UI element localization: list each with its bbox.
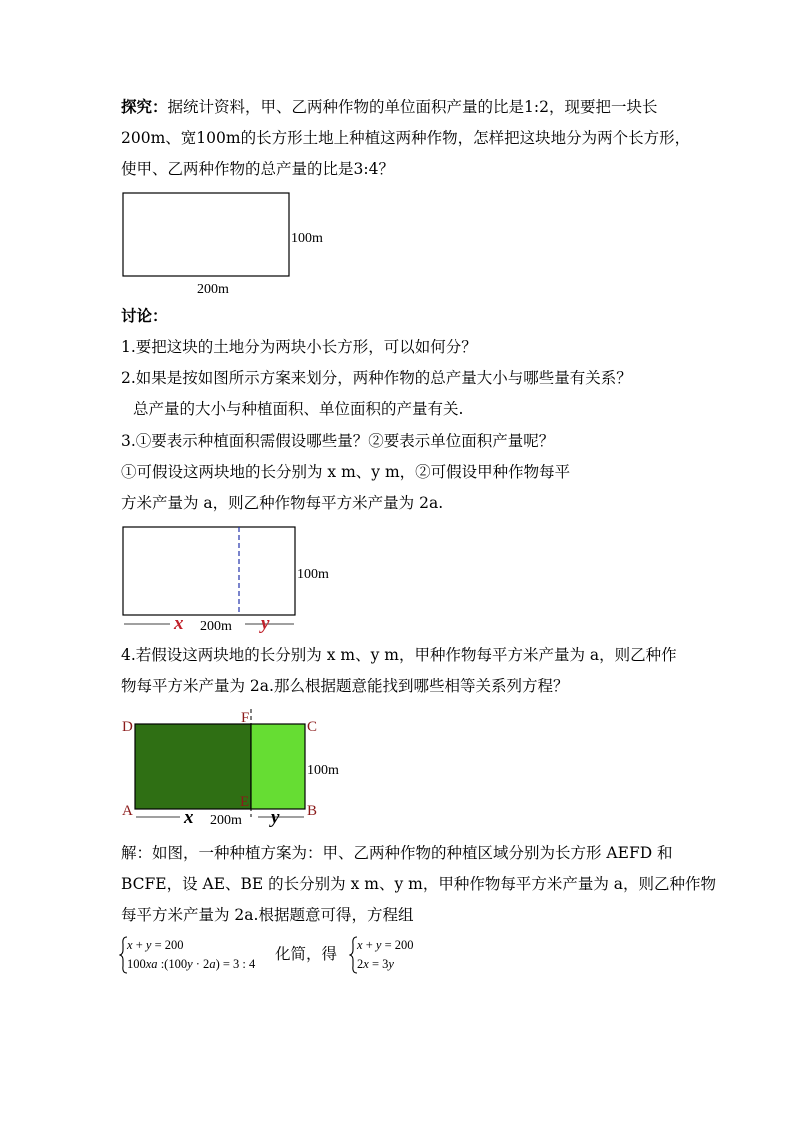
point-e-label: E — [240, 794, 250, 810]
height-label: 100m — [307, 763, 339, 778]
height-label: 100m — [291, 231, 323, 246]
crop-b-region — [251, 724, 305, 809]
solution-line-3: 每平方米产量为 2a.根据题意可得，方程组 — [121, 906, 414, 924]
question-2: 2.如果是按如图所示方案来划分，两种作物的总产量大小与哪些量有关系？ — [121, 369, 632, 387]
point-c-label: C — [307, 719, 318, 735]
question-3: 3.①要表示种植面积需假设哪些量？②要表示单位面积产量呢？ — [121, 432, 555, 450]
height-label: 100m — [297, 567, 329, 582]
solution-line-1: 解：如图，一种种植方案为：甲、乙两种作物的种植区域分别为长方形 AEFD 和 — [121, 844, 673, 862]
explore-line-2: 200m、宽100m的长方形土地上种植这两种作物，怎样把这块地分为两个长方形， — [121, 129, 691, 147]
equation-2a: x + y = 200 — [357, 938, 414, 952]
solution-line-2: BCFE，设 AE、BE 的长分别为 x m、y m，甲种作物每平方米产量为 a，则乙种作物 — [121, 875, 717, 893]
width-label: 200m — [210, 813, 242, 828]
point-a-label: A — [122, 803, 133, 819]
answer-3-line-2: 方米产量为 a，则乙种作物每平方米产量为 2a. — [121, 494, 444, 512]
width-label: 200m — [197, 282, 229, 297]
explore-line-1: 探究：据统计资料，甲、乙两种作物的单位面积产量的比是1:2，现要把一块长 — [121, 97, 658, 116]
explore-line-3: 使甲、乙两种作物的总产量的比是3:4？ — [121, 160, 394, 178]
x-label: x — [184, 807, 194, 828]
point-b-label: B — [307, 803, 318, 819]
discussion-label: 讨论： — [121, 306, 168, 325]
equation-1a: x + y = 200 — [127, 938, 184, 952]
point-d-label: D — [122, 719, 133, 735]
field-rectangle — [123, 193, 289, 276]
equation-2b: 2x = 3y — [357, 957, 394, 971]
field-rectangle — [123, 527, 295, 615]
crop-a-region — [135, 724, 251, 809]
point-f-label: F — [241, 710, 250, 726]
equation-1b: 100xa :(100y · 2a) = 3 : 4 — [127, 957, 256, 971]
question-1: 1.要把这块的土地分为两块小长方形，可以如何分？ — [121, 338, 477, 356]
figure-3-colored-rectangle — [118, 705, 358, 830]
answer-2: 总产量的大小与种植面积、单位面积的产量有关. — [133, 400, 464, 418]
question-4-line-2: 物每平方米产量为 2a.那么根据题意能找到哪些相等关系列方程？ — [121, 677, 569, 695]
y-label: y — [261, 613, 270, 634]
explore-label: 探究： — [121, 97, 168, 116]
figure-2-divided-rectangle — [118, 523, 358, 635]
y-label: y — [271, 807, 280, 828]
answer-3-line-1: ①可假设这两块地的长分别为 x m、y m，②可假设甲种作物每平 — [121, 463, 571, 481]
width-label: 200m — [200, 619, 232, 634]
simplify-text: 化简，得 — [275, 945, 338, 963]
figure-1-rectangle — [118, 190, 348, 300]
question-4-line-1: 4.若假设这两块地的长分别为 x m、y m，甲种作物每平方米产量为 a，则乙种作 — [121, 646, 677, 664]
x-label: x — [174, 613, 184, 634]
